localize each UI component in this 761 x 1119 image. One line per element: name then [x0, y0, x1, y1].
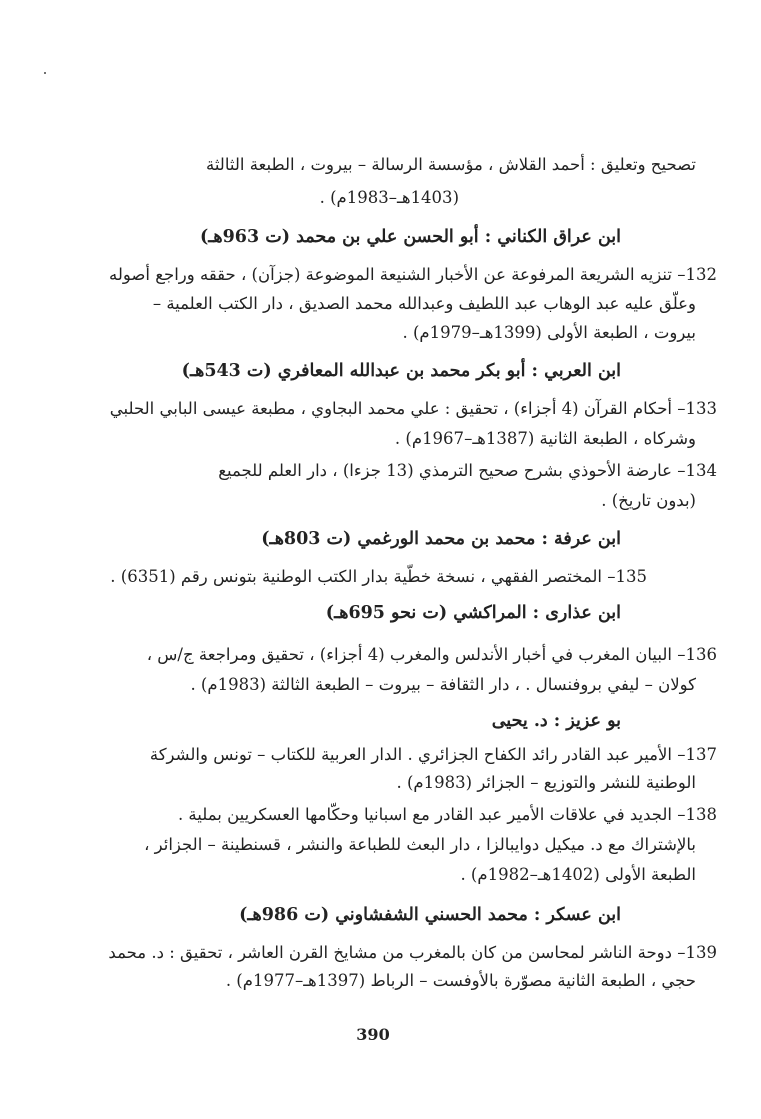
entry-line: (بدون تاريخ) .: [601, 491, 696, 510]
author-heading: ابن العربي : أبو بكر محمد بن عبدالله المعافري (ت 543هـ): [181, 361, 621, 381]
author-heading: ابن عراق الكناني : أبو الحسن علي بن محمد (ت 963هـ): [199, 227, 621, 247]
author-heading: ابن عذارى : المراكشي (ت نحو 695هـ): [325, 603, 621, 623]
entry-line: حجي ، الطبعة الثانية مصوّرة بالأوفست – الرباط (1397هـ–1977م) .: [225, 971, 696, 990]
entry-line: الوطنية للنشر والتوزيع – الجزائر (1983م) .: [396, 773, 696, 792]
page-number: 390: [356, 1025, 390, 1044]
entry-line: 135– المختصر الفقهي ، نسخة خطّية بدار الكتب الوطنية بتونس رقم (6351) .: [110, 567, 647, 586]
entry-line: الطبعة الأولى (1402هـ–1982م) .: [460, 865, 696, 884]
entry-line: وشركاه ، الطبعة الثانية (1387هـ–1967م) .: [394, 429, 696, 448]
entry-line: 133– أحكام القرآن (4 أجزاء) ، تحقيق : علي محمد البجاوي ، مطبعة عيسى البابي الحلبي: [109, 399, 717, 418]
stray-mark: [44, 72, 46, 74]
entry-line: 136– البيان المغرب في أخبار الأندلس والمغرب (4 أجزاء) ، تحقيق ومراجعة ج/س ،: [146, 645, 717, 664]
author-heading: بو عزيز : د. يحيى: [491, 711, 621, 731]
author-heading: ابن عسكر : محمد الحسني الشفشاوني (ت 986هـ): [239, 905, 621, 925]
entry-line: 139– دوحة الناشر لمحاسن من كان بالمغرب من مشايخ القرن العاشر ، تحقيق : د. محمد: [108, 943, 717, 962]
entry-line: وعلّق عليه عبد الوهاب عبد اللطيف وعبدالله محمد الصديق ، دار الكتب العلمية –: [152, 294, 696, 313]
entry-line: بالإشتراك مع د. ميكيل دوايبالزا ، دار البعث للطباعة والنشر ، قسنطينة – الجزائر ،: [144, 835, 696, 854]
text-line: (1403هـ–1983م) .: [319, 188, 459, 207]
entry-line: كولان – ليفي بروفنسال . ، دار الثقافة – بيروت – الطبعة الثالثة (1983م) .: [190, 675, 696, 694]
entry-line: 134– عارضة الأحوذي بشرح صحيح الترمذي (13 جزءا) ، دار العلم للجميع: [218, 461, 717, 480]
text-line: تصحيح وتعليق : أحمد القلاش ، مؤسسة الرسالة – بيروت ، الطبعة الثالثة: [205, 155, 696, 174]
author-heading: ابن عرفة : محمد بن محمد الورغمي (ت 803هـ): [261, 529, 621, 549]
entry-line: 137– الأمير عبد القادر رائد الكفاح الجزائري . الدار العربية للكتاب – تونس والشركة: [149, 745, 717, 764]
entry-line: 138– الجديد في علاقات الأمير عبد القادر مع اسبانيا وحكّامها العسكريين بملية .: [177, 805, 717, 824]
entry-line: 132– تنزيه الشريعة المرفوعة عن الأخبار الشنيعة الموضوعة (جزآن) ، حققه وراجع أصوله: [108, 265, 717, 284]
entry-line: بيروت ، الطبعة الأولى (1399هـ–1979م) .: [402, 323, 696, 342]
